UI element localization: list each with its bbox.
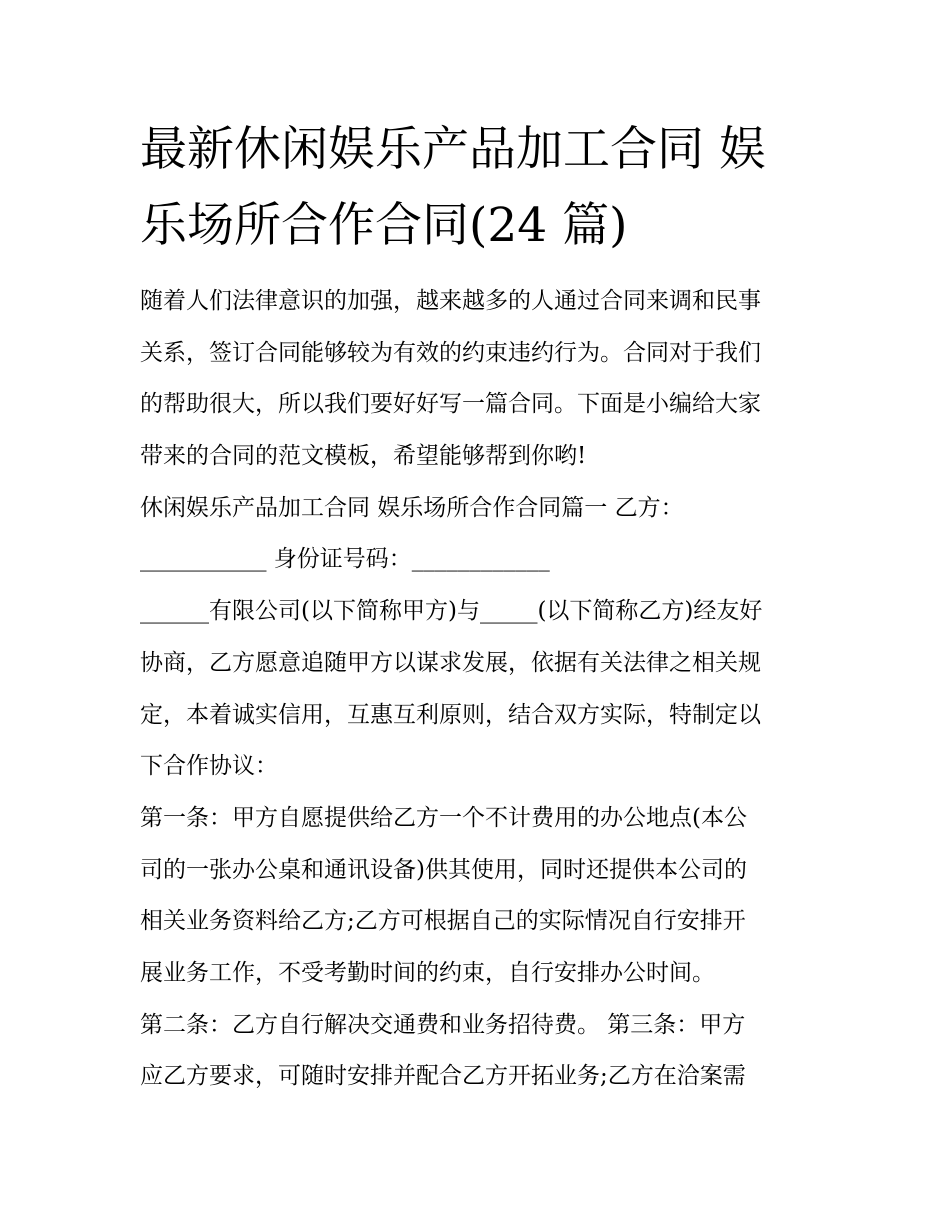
- body-line: 下合作协议：: [140, 753, 278, 780]
- body-line: ______有限公司(以下简称甲方)与_____(以下简称乙方)经友好: [140, 598, 763, 625]
- body-line: 应乙方要求，可随时安排并配合乙方开拓业务;乙方在洽案需: [140, 1063, 746, 1090]
- title-line-2: 乐场所合作合同(24 篇): [140, 198, 628, 253]
- body-line: 带来的合同的范文模板，希望能够帮到你哟!: [140, 443, 587, 470]
- body-line: 第一条：甲方自愿提供给乙方一个不计费用的办公地点(本公: [140, 804, 747, 831]
- body-line: 定，本着诚实信用，互惠互利原则，结合双方实际，特制定以: [140, 701, 761, 728]
- body-line: 第二条：乙方自行解决交通费和业务招待费。 第三条：甲方: [140, 1011, 746, 1038]
- body-line: 相关业务资料给乙方;乙方可根据自己的实际情况自行安排开: [140, 908, 746, 935]
- body-line: 休闲娱乐产品加工合同 娱乐场所合作合同篇一 乙方：: [140, 494, 684, 521]
- document-title: [140, 116, 840, 260]
- body-line: 随着人们法律意识的加强，越来越多的人通过合同来调和民事: [140, 288, 761, 314]
- document-body: [140, 276, 820, 1103]
- body-line: 的帮助很大，所以我们要好好写一篇合同。下面是小编给大家: [140, 391, 761, 418]
- body-line: 司的一张办公桌和通讯设备)供其使用，同时还提供本公司的: [140, 856, 747, 883]
- title-line-1: 最新休闲娱乐产品加工合同 娱: [140, 122, 766, 177]
- body-line: ___________ 身份证号码：____________: [140, 546, 550, 573]
- body-line: 关系，签订合同能够较为有效的约束违约行为。合同对于我们: [140, 339, 761, 366]
- body-line: 展业务工作，不受考勤时间的约束，自行安排办公时间。: [140, 959, 715, 986]
- body-line: 协商，乙方愿意追随甲方以谋求发展，依据有关法律之相关规: [140, 649, 761, 676]
